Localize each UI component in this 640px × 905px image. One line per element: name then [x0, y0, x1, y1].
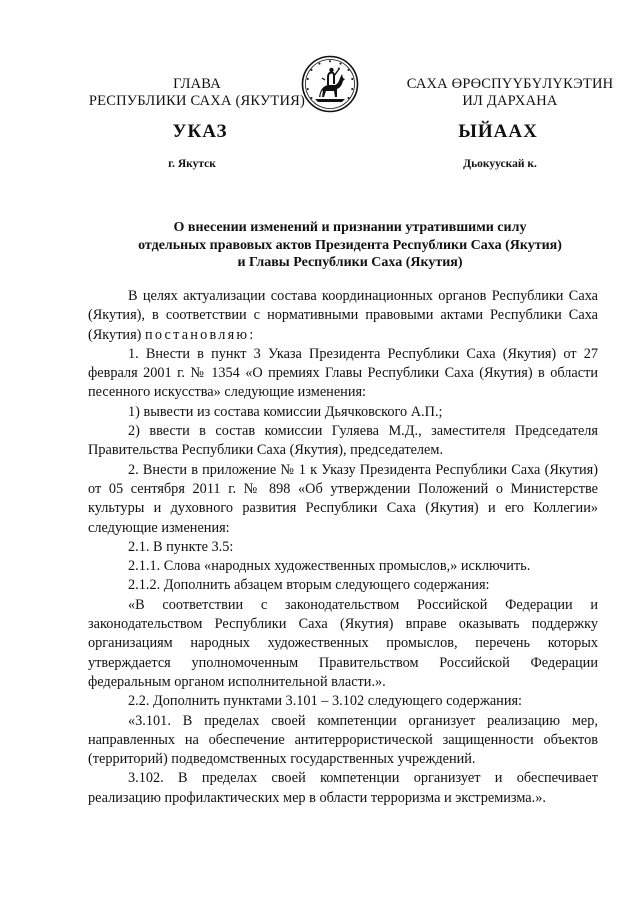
header-right-line1: САХА ӨРӨСПҮҮБҮЛҮКЭТИН [406, 76, 614, 92]
header-left-authority [62, 76, 332, 110]
paragraph-item-2: 2. Внести в приложение № 1 к Указу Президента Республики Саха (Якутия) от 05 сентября 2011 г. № 898 «Об утверждении Положений о Министерстве культуры и духовного развития Республики Саха (Якутия) и его Коллегии» следующие изменения: [88, 461, 598, 536]
title-line-2: отдельных правовых актов Президента Республики Саха (Якутия) [138, 237, 562, 253]
paragraph-item-1: 1. Внести в пункт 3 Указа Президента Республики Саха (Якутия) от 27 февраля 2001 г. № 1354 «О премиях Главы Республики Саха (Якутия) в области песенного искусства» следующие изменения: [88, 345, 598, 401]
paragraph-preamble [88, 287, 598, 345]
header-right-line2: ИЛ ДАРХАНА [462, 93, 558, 109]
header-left-line1: ГЛАВА [173, 76, 221, 92]
paragraph-item-2-2: 2.2. Дополнить пунктами 3.101 – 3.102 следующего содержания: [128, 693, 523, 710]
city-yakut: Дьокуускай к. [463, 158, 537, 170]
doc-type-yakut: ЫЙААХ [458, 121, 538, 142]
document-title [70, 219, 630, 272]
title-line-3: и Главы Республики Саха (Якутия) [237, 255, 463, 270]
city-russian: г. Якутск [168, 158, 216, 170]
header-right-authority [385, 76, 635, 110]
paragraph-quote-3-101: «3.101. В пределах своей компетенции организует реализацию мер, направленных на обеспечение антитеррористической защищенности объектов (территорий) подведомственных государственных учреждений. [88, 712, 598, 768]
paragraph-item-1-2: 2) ввести в состав комиссии Гуляева М.Д., заместителя Председателя Правительства Республики Саха (Якутия), председателем. [88, 423, 598, 459]
paragraph-quote-1: «В соответствии с законодательством Российской Федерации и законодательством Республики Саха (Якутия) вправе оказывать поддержку организациям народных художественных промыслов, перечень которых утверждается уполномоченным Правительством Российской Федерации федеральным органом исполнительной власти.». [88, 596, 598, 690]
coat-of-arms-emblem-icon [301, 55, 359, 113]
document-body [88, 287, 598, 808]
header-left-line2: РЕСПУБЛИКИ САХА (ЯКУТИЯ) [88, 93, 306, 109]
decree-word: постановляю [145, 326, 250, 343]
preamble-end: : [249, 326, 254, 343]
paragraph-item-2-1-2: 2.1.2. Дополнить абзацем вторым следующего содержания: [128, 577, 490, 594]
paragraph-item-2-1-1: 2.1.1. Слова «народных художественных промыслов,» исключить. [128, 558, 531, 575]
paragraph-item-2-1: 2.1. В пункте 3.5: [128, 538, 234, 555]
preamble-text: В целях актуализации состава координационных органов Республики Саха (Якутия), в соответствии с нормативными правовыми актами Республики Саха (Якутия) [88, 288, 598, 343]
doc-type-russian: УКАЗ [172, 121, 228, 142]
title-line-1: О внесении изменений и признании утратившими силу [173, 220, 527, 235]
paragraph-item-1-1: 1) вывести из состава комиссии Дьячковского А.П.; [128, 403, 443, 420]
paragraph-quote-3-102: 3.102. В пределах своей компетенции организует и обеспечивает реализацию профилактических мер в области терроризма и экстремизма.». [88, 770, 598, 806]
